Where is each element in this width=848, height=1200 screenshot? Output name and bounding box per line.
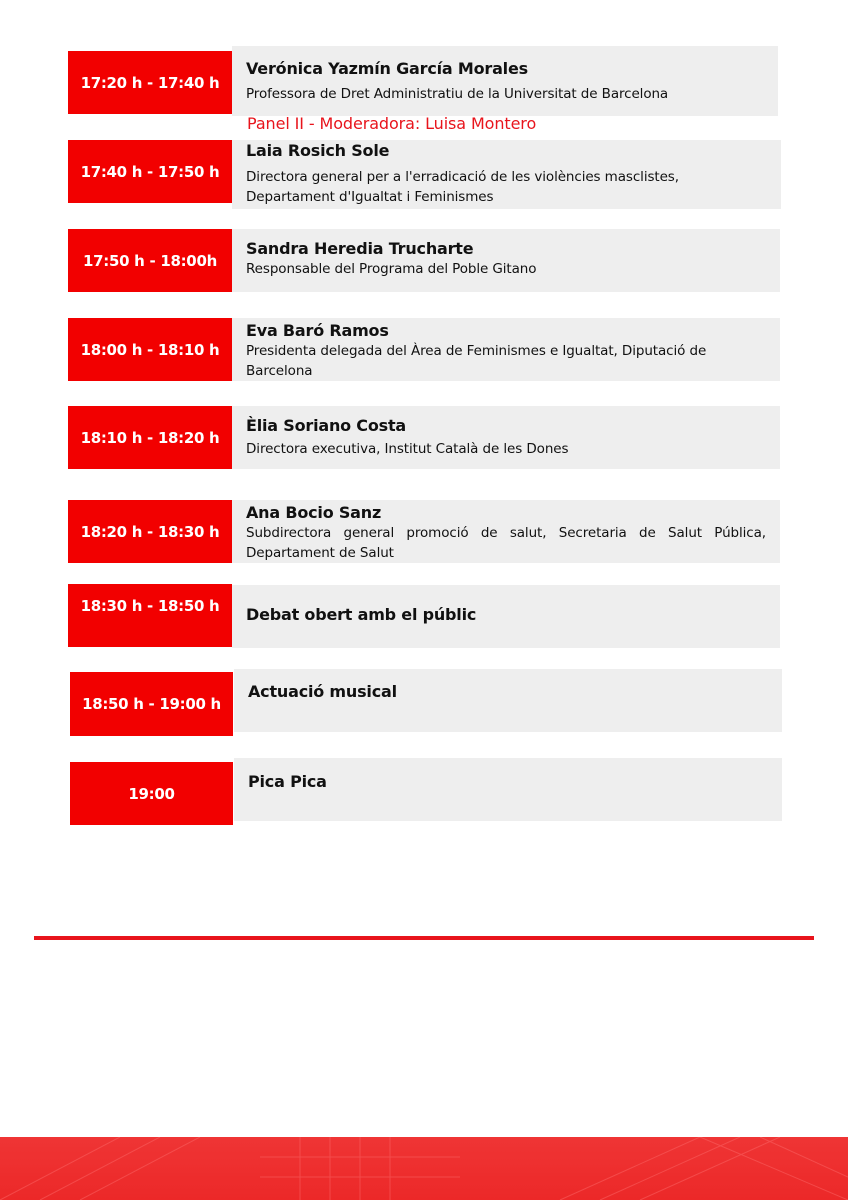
panel-moderator-label: Panel II - Moderadora: Luisa Montero <box>247 114 537 133</box>
session-info <box>234 669 782 732</box>
session-info <box>232 46 778 116</box>
session-time: 18:50 h - 19:00 h <box>70 672 233 736</box>
session-time: 18:20 h - 18:30 h <box>68 500 232 563</box>
session-time: 19:00 <box>70 762 233 825</box>
building-pattern-icon <box>0 1137 848 1200</box>
footer-banner <box>0 1137 848 1200</box>
speaker-role: Barcelona <box>246 363 313 379</box>
speaker-role: Directora executiva, Institut Català de les Dones <box>246 441 569 457</box>
session-info <box>232 585 780 648</box>
speaker-name: Èlia Soriano Costa <box>246 416 407 435</box>
session-info <box>234 758 782 821</box>
session-info <box>232 318 780 381</box>
session-time: 17:20 h - 17:40 h <box>68 51 232 114</box>
session-info <box>232 140 781 209</box>
session-time: 18:10 h - 18:20 h <box>68 406 232 469</box>
speaker-name: Laia Rosich Sole <box>246 141 390 160</box>
activity-name: Actuació musical <box>248 682 397 701</box>
session-info <box>232 406 780 469</box>
speaker-role: Presidenta delegada del Àrea de Feminismes e Igualtat, Diputació de <box>246 343 707 359</box>
session-info <box>232 500 780 563</box>
activity-name: Pica Pica <box>248 772 327 791</box>
speaker-name: Ana Bocio Sanz <box>246 503 382 522</box>
section-divider <box>34 936 814 940</box>
session-time: 17:40 h - 17:50 h <box>68 140 232 203</box>
speaker-role: Departament d'Igualtat i Feminismes <box>246 189 494 205</box>
speaker-role: Directora general per a l'erradicació de les violències masclistes, <box>246 169 679 185</box>
session-time: 18:00 h - 18:10 h <box>68 318 232 381</box>
speaker-name: Eva Baró Ramos <box>246 321 389 340</box>
speaker-name: Verónica Yazmín García Morales <box>246 59 528 78</box>
session-time: 17:50 h - 18:00h <box>68 229 232 292</box>
session-info <box>232 229 780 292</box>
activity-name: Debat obert amb el públic <box>246 605 477 624</box>
speaker-role: Professora de Dret Administratiu de la Universitat de Barcelona <box>246 86 669 102</box>
speaker-role: Subdirectora general promoció de salut, Secretaria de Salut Pública, <box>246 525 766 541</box>
speaker-name: Sandra Heredia Trucharte <box>246 239 474 258</box>
speaker-role: Responsable del Programa del Poble Gitano <box>246 261 537 277</box>
session-time: 18:30 h - 18:50 h <box>68 584 232 647</box>
speaker-role: Departament de Salut <box>246 545 394 561</box>
